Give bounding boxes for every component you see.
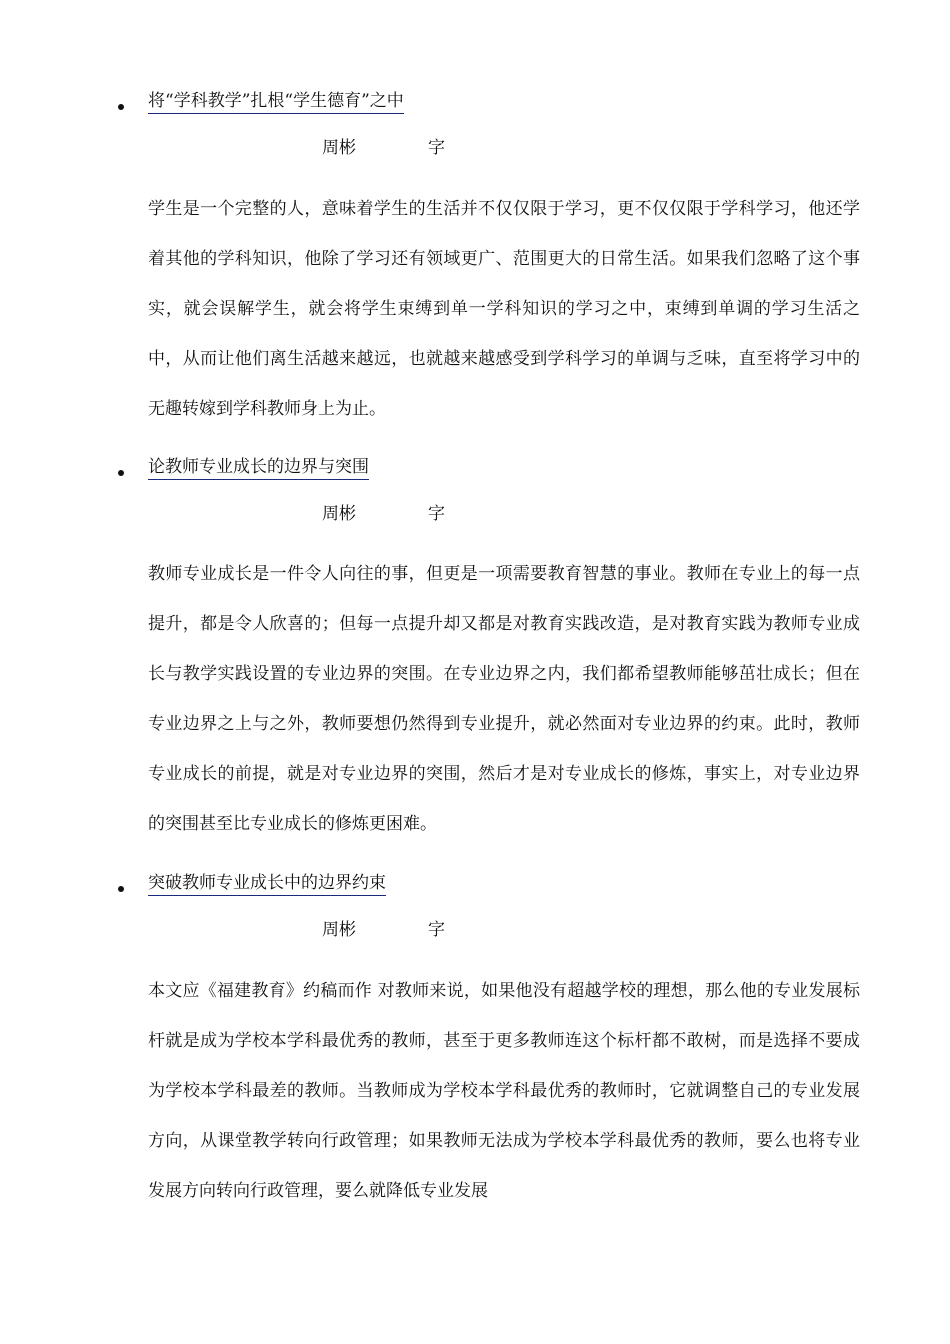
author-name: 周彬 <box>322 920 356 940</box>
author-name: 周彬 <box>322 138 356 158</box>
article-byline <box>322 503 445 525</box>
article-byline <box>322 137 445 159</box>
article-abstract: 本文应《福建教育》约稿而作 对教师来说，如果他没有超越学校的理想，那么他的专业发展标杆就是成为学校本学科最优秀的教师，甚至于更多教师连这个标杆都不敢树，而是选择不要成为学校本学科最差的教师。当教师成为学校本学科最优秀的教师时，它就调整自己的专业发展方向，从课堂教学转向行政管理；如果教师无法成为学校本学科最优秀的教师，要么也将专业发展方向转向行政管理，要么就降低专业发展 <box>148 981 860 1201</box>
article-byline <box>322 919 445 941</box>
type-label: 字 <box>428 504 445 524</box>
type-label: 字 <box>428 138 445 158</box>
article-abstract: 教师专业成长是一件令人向往的事，但更是一项需要教育智慧的事业。教师在专业上的每一点提升，都是令人欣喜的；但每一点提升却又都是对教育实践改造，是对教育实践为教师专业成长与教学实践设置的专业边界的突围。在专业边界之内，我们都希望教师能够茁壮成长；但在专业边界之上与之外，教师要想仍然得到专业提升，就必然面对专业边界的约束。此时，教师专业成长的前提，就是对专业边界的突围，然后才是对专业成长的修炼，事实上，对专业边界的突围甚至比专业成长的修炼更困难。 <box>148 564 860 834</box>
article-title-link[interactable]: 论教师专业成长的边界与突围 <box>148 456 369 480</box>
bullet-icon <box>118 104 124 110</box>
type-label: 字 <box>428 920 445 940</box>
article-abstract: 学生是一个完整的人，意味着学生的生活并不仅仅限于学习，更不仅仅限于学科学习，他还学着其他的学科知识，他除了学习还有领域更广、范围更大的日常生活。如果我们忽略了这个事实，就会误解学生，就会将学生束缚到单一学科知识的学习之中，束缚到单调的学习生活之中，从而让他们离生活越来越远，也就越来越感受到学科学习的单调与乏味，直至将学习中的无趣转嫁到学科教师身上为止。 <box>148 199 860 419</box>
article-title-link[interactable]: 突破教师专业成长中的边界约束 <box>148 872 386 896</box>
article-title-link[interactable]: 将“学科教学”扎根“学生德育”之中 <box>148 90 404 114</box>
author-name: 周彬 <box>322 504 356 524</box>
bullet-icon <box>118 886 124 892</box>
bullet-icon <box>118 470 124 476</box>
